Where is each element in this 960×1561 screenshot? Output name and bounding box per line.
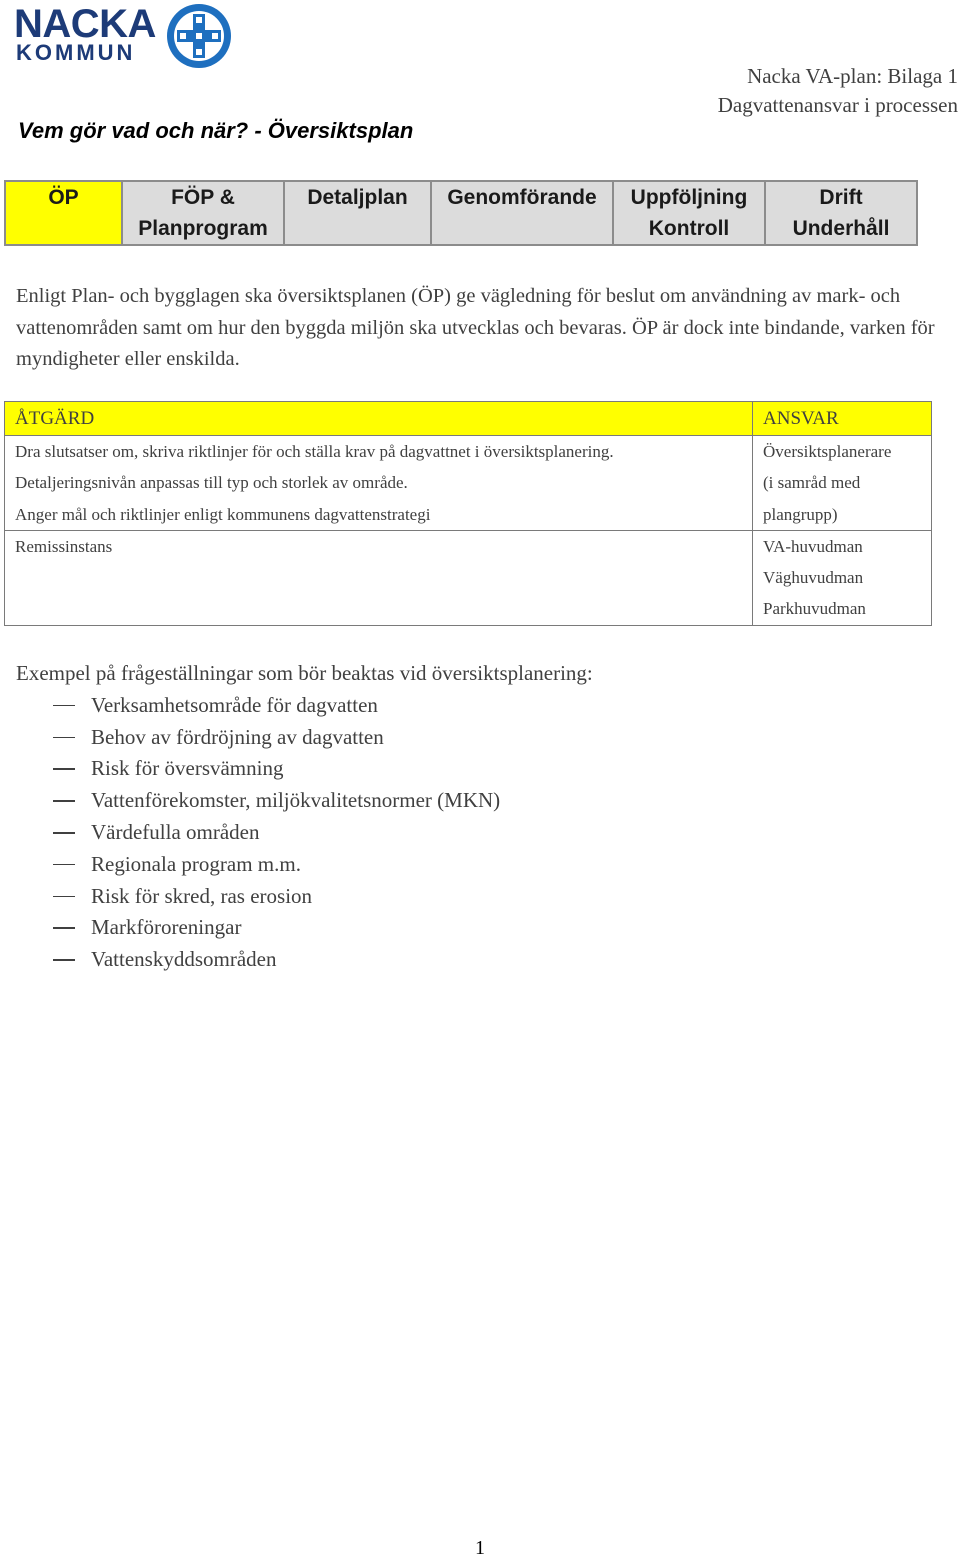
dash-bullet-icon	[53, 832, 75, 834]
list-item: Markföroreningar	[16, 912, 593, 944]
responsibility-line: (i samråd med	[763, 473, 861, 493]
responsibility-line: VA-huvudman	[763, 536, 863, 556]
stage-op: ÖP	[5, 181, 122, 245]
list-item: Behov av fördröjning av dagvatten	[16, 722, 593, 754]
responsibility-line: Väghuvudman	[763, 568, 864, 588]
plan-subtitle: Dagvattenansvar i processen	[717, 93, 958, 117]
document-header	[718, 62, 958, 120]
stage-genomforande: Genomförande	[431, 181, 613, 245]
responsibility-line: Parkhuvudman	[763, 599, 866, 619]
responsibility-cell	[753, 530, 932, 625]
stage-drift-underhall: Drift Underhåll	[765, 181, 917, 245]
dash-bullet-icon	[53, 896, 75, 898]
plan-title: Nacka VA-plan: Bilaga 1	[747, 64, 958, 88]
stage-uppfoljning-kontroll: Uppföljning Kontroll	[613, 181, 765, 245]
examples-list	[16, 690, 593, 976]
list-item: Vattenskyddsområden	[16, 944, 593, 976]
intro-paragraph: Enligt Plan- och bygglagen ska översiktsplanen (ÖP) ge vägledning för beslut om användning av mark- och vattenområden samt om hur den byggda miljön ska utvecklas och bevaras. ÖP är dock inte bindande, varken för myndigheter eller enskilda.	[16, 285, 935, 370]
list-item: Värdefulla områden	[16, 817, 593, 849]
action-cell	[5, 530, 753, 625]
action-cell	[5, 436, 753, 531]
action-line: Dra slutsatser om, skriva riktlinjer för och ställa krav på dagvattnet i översiktsplanering.	[15, 442, 614, 461]
dash-bullet-icon	[53, 705, 75, 707]
responsibility-line: plangrupp)	[763, 504, 838, 524]
action-header: ÅTGÄRD	[5, 402, 753, 436]
examples-heading: Exempel på frågeställningar som bör beaktas vid översiktsplanering:	[16, 661, 593, 685]
action-line: Anger mål och riktlinjer enligt kommunens dagvattenstrategi	[15, 504, 431, 524]
list-item: Vattenförekomster, miljökvalitetsnormer (MKN)	[16, 785, 593, 817]
dash-bullet-icon	[53, 959, 75, 961]
process-stage-table	[4, 180, 918, 246]
dash-bullet-icon	[53, 737, 75, 739]
dash-bullet-icon	[53, 800, 75, 802]
page-number: 1	[475, 1537, 485, 1559]
logo-wordmark-kommun: KOMMUN	[16, 40, 136, 65]
responsibility-cell	[753, 436, 932, 531]
list-item: Risk för skred, ras erosion	[16, 881, 593, 913]
action-responsibility-table	[4, 401, 932, 626]
responsibility-line: Översiktsplanerare	[763, 442, 892, 461]
stage-fop-planprogram: FÖP & Planprogram	[122, 181, 284, 245]
dash-bullet-icon	[53, 927, 75, 929]
action-line: Detaljeringsnivån anpassas till typ och storlek av område.	[15, 473, 408, 493]
list-item: Verksamhetsområde för dagvatten	[16, 690, 593, 722]
stage-detaljplan: Detaljplan	[284, 181, 431, 245]
action-line: Remissinstans	[15, 536, 113, 556]
nacka-kommun-logo	[12, 2, 227, 70]
examples-section	[16, 658, 593, 976]
logo-wordmark-nacka: NACKA	[14, 2, 156, 46]
page-title: Vem gör vad och när? - Översiktsplan	[18, 118, 414, 143]
list-item: Risk för översvämning	[16, 753, 593, 785]
dash-bullet-icon	[53, 864, 75, 866]
crest-icon	[162, 2, 236, 70]
responsibility-header: ANSVAR	[753, 402, 932, 436]
dash-bullet-icon	[53, 768, 75, 770]
list-item: Regionala program m.m.	[16, 849, 593, 881]
